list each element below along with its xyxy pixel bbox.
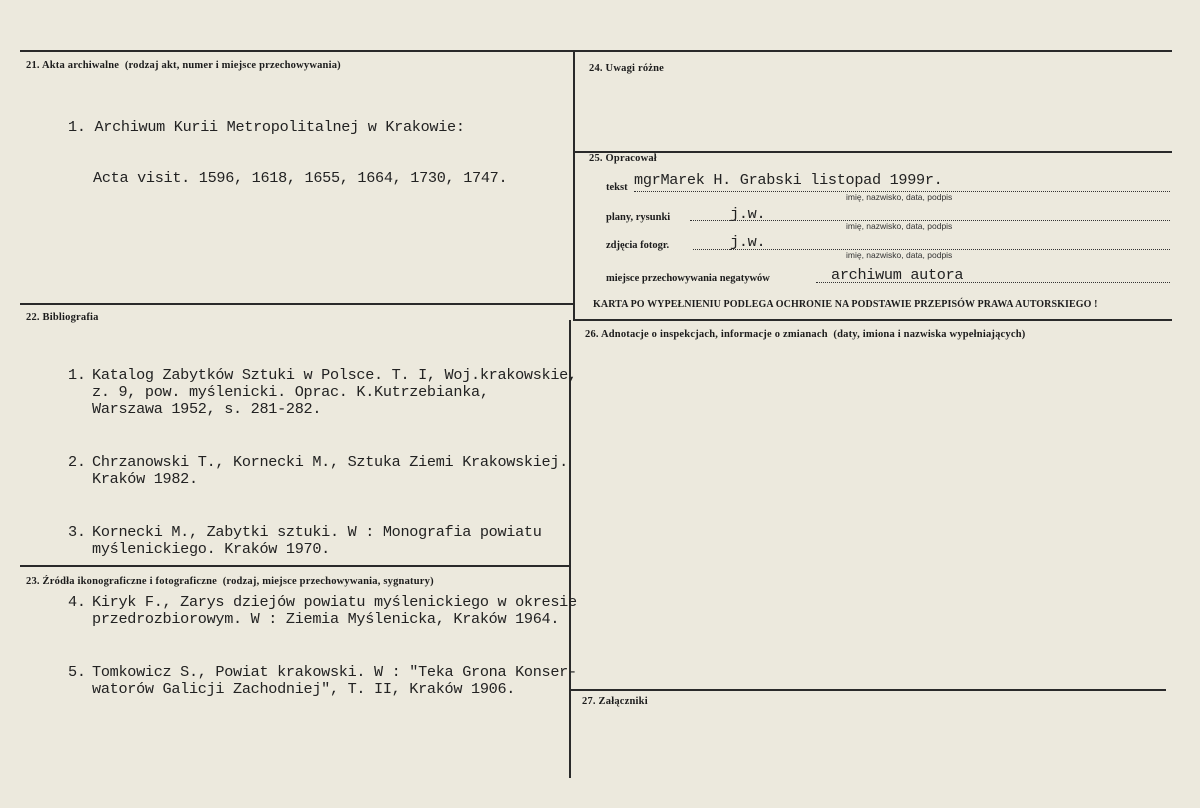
tekst-hint: imię, nazwisko, data, podpis [846, 192, 953, 202]
bibliography-number: 5. [68, 663, 86, 681]
archive-entry [68, 85, 507, 221]
section-22-label [26, 312, 99, 323]
section-23-subtitle: (rodzaj, miejsce przechowywania, sygnatury) [222, 576, 434, 587]
bibliography-text: Tomkowicz S., Powiat krakowski. W : "Teka Grona Konser- watorów Galicji Zachodniej", T. II, Kraków 1906. [92, 663, 577, 698]
section-26-label [585, 329, 1025, 340]
rule-21-22 [20, 303, 573, 305]
zdjecia-dotted-line-lead [693, 249, 730, 250]
list-item [68, 454, 577, 488]
bibliography-text: Chrzanowski T., Kornecki M., Sztuka Ziemi Krakowskiej. Kraków 1982. [92, 453, 568, 488]
plany-field-label [606, 212, 670, 223]
top-rule [20, 50, 1172, 52]
section-26-subtitle: (daty, imiona i nazwiska wypełniających) [833, 329, 1026, 340]
negatywy-field-value: archiwum autora [831, 266, 964, 284]
list-item [68, 367, 577, 418]
negatywy-label: miejsce przechowywania negatywów [606, 273, 770, 284]
plany-label: plany, rysunki [606, 212, 671, 223]
vertical-rule-upper [573, 51, 575, 321]
plany-dotted-line-lead [690, 220, 730, 221]
bibliography-number: 3. [68, 523, 86, 541]
section-24-title: 24. Uwagi różne [589, 63, 665, 74]
rule-26-27 [571, 689, 1166, 691]
bibliography-number: 1. [68, 366, 86, 384]
section-21-label [26, 60, 341, 71]
zdjecia-label: zdjęcia fotogr. [606, 240, 670, 251]
tekst-label: tekst [606, 182, 628, 193]
zdjecia-field-label [606, 240, 669, 251]
tekst-field-label [606, 182, 628, 193]
zdjecia-field-value: j.w. [730, 233, 766, 251]
archive-entry-number: 1. [68, 118, 86, 136]
bibliography-text: Kiryk F., Zarys dziejów powiatu myślenickiego w okresie przedrozbiorowym. W : Ziemia Myślenicka, Kraków 1964. [92, 593, 577, 628]
rule-24-25 [575, 151, 1172, 153]
section-21-subtitle: (rodzaj akt, numer i miejsce przechowywania) [124, 60, 341, 71]
plany-hint: imię, nazwisko, data, podpis [846, 221, 953, 231]
archive-entry-line-1: Archiwum Kurii Metropolitalnej w Krakowie: [94, 118, 465, 136]
section-22-title: 22. Bibliografia [26, 312, 99, 323]
section-23-title: 23. Źródła ikonograficzne i fotograficzne [26, 576, 218, 587]
archive-entry-line-2: Acta visit. 1596, 1618, 1655, 1664, 1730, 1747. [93, 169, 508, 187]
bibliography-number: 4. [68, 593, 86, 611]
section-24-label [589, 63, 664, 74]
plany-field-value: j.w. [730, 205, 766, 223]
section-27-label [582, 696, 648, 707]
section-23-label [26, 576, 434, 587]
zdjecia-hint: imię, nazwisko, data, podpis [846, 250, 953, 260]
list-item [68, 664, 577, 698]
section-27-title: 27. Załączniki [582, 696, 648, 707]
bibliography-number: 2. [68, 453, 86, 471]
list-item [68, 524, 577, 558]
bibliography-text: Katalog Zabytków Sztuki w Polsce. T. I, Woj.krakowskie, z. 9, pow. myślenicki. Oprac. K.Kutrzebianka, Warszawa 1952, s. 281-282. [92, 366, 577, 418]
list-item [68, 594, 577, 628]
rule-25-26 [575, 319, 1172, 321]
section-25-title: 25. Opracował [589, 153, 657, 164]
tekst-field-value: mgrMarek H. Grabski listopad 1999r. [634, 171, 943, 189]
negatywy-field-label [606, 273, 770, 284]
copyright-notice: KARTA PO WYPEŁNIENIU PODLEGA OCHRONIE NA PODSTAWIE PRZEPISÓW PRAWA AUTORSKIEGO ! [593, 299, 1098, 310]
bibliography-list [68, 333, 577, 734]
bibliography-text: Kornecki M., Zabytki sztuki. W : Monografia powiatu myślenickiego. Kraków 1970. [92, 523, 542, 558]
section-25-label [589, 153, 657, 164]
section-21-title: 21. Akta archiwalne [26, 60, 120, 71]
section-26-title: 26. Adnotacje o inspekcjach, informacje o zmianach [585, 329, 828, 340]
